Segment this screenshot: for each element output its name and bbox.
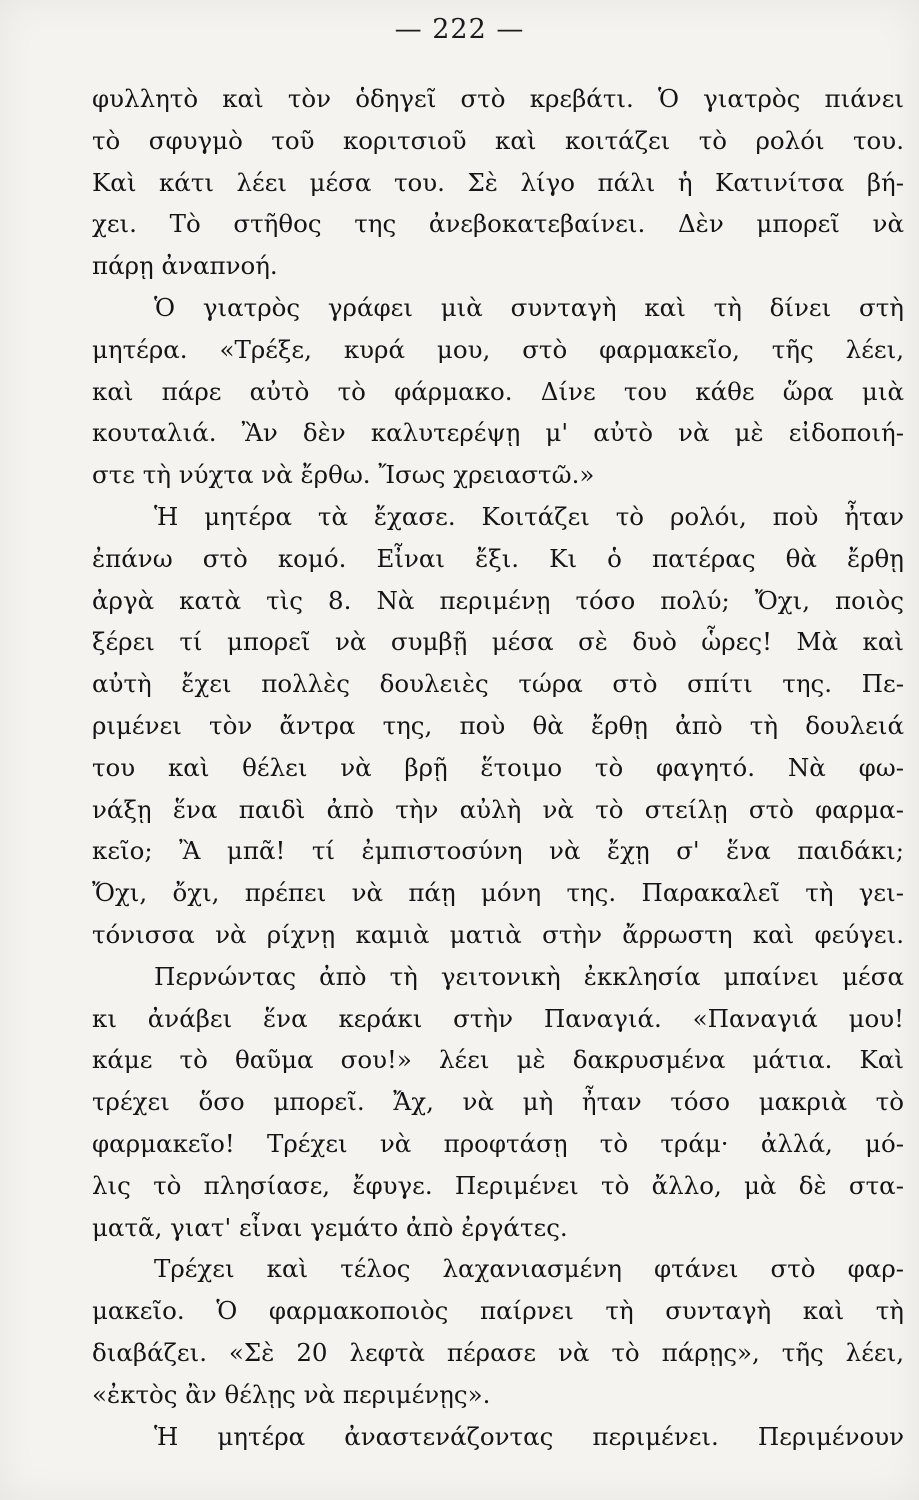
text-line: μακεῖο. Ὁ φαρμακοποιὸς παίρνει τὴ συνταγὴ καὶ τὴ: [92, 1296, 904, 1326]
text-line: στε τὴ νύχτα νὰ ἔρθω. Ἴσως χρειαστῶ.»: [92, 460, 595, 490]
text-line: διαβάζει. «Σὲ 20 λεφτὰ πέρασε νὰ τὸ πάρῃς», τῆς λέει,: [92, 1337, 904, 1367]
text-line: λις τὸ πλησίασε, ἔφυγε. Περιμένει τὸ ἄλλο, μὰ δὲ στα-: [92, 1170, 904, 1200]
text-line: Τρέχει καὶ τέλος λαχανιασμένη φτάνει στὸ φαρ-: [154, 1254, 904, 1284]
text-line: τρέχει ὅσο μπορεῖ. Ἄχ, νὰ μὴ ἦταν τόσο μακριὰ τὸ: [92, 1087, 904, 1117]
text-line: Καὶ κάτι λέει μέσα του. Σὲ λίγο πάλι ἡ Κατινίτσα βή-: [92, 167, 904, 197]
text-line: «ἐκτὸς ἂν θέλῃς νὰ περιμένῃς».: [92, 1379, 491, 1409]
text-line: του καὶ θέλει νὰ βρῇ ἕτοιμο τὸ φαγητό. Νὰ φω-: [92, 752, 904, 782]
text-line: κεῖο; Ἂ μπᾶ! τί ἐμπιστοσύνη νὰ ἔχῃ σ' ἕνα παιδάκι;: [92, 836, 904, 866]
text-line: ἐπάνω στὸ κομό. Εἶναι ἔξι. Κι ὁ πατέρας θὰ ἔρθῃ: [92, 543, 904, 573]
text-line: μητέρα. «Τρέξε, κυρά μου, στὸ φαρμακεῖο, τῆς λέει,: [92, 334, 904, 364]
text-line: νάξῃ ἕνα παιδὶ ἀπὸ τὴν αὐλὴ νὰ τὸ στείλῃ στὸ φαρμα-: [92, 794, 904, 824]
text-line: ριμένει τὸν ἄντρα της, ποὺ θὰ ἔρθῃ ἀπὸ τὴ δουλειά: [92, 710, 904, 740]
text-line: τόνισσα νὰ ρίχνῃ καμιὰ ματιὰ στὴν ἄρρωστη καὶ φεύγει.: [92, 919, 904, 949]
text-line: Περνώντας ἀπὸ τὴ γειτονικὴ ἐκκλησία μπαίνει μέσα: [154, 961, 904, 991]
text-line: πάρῃ ἀναπνοή.: [92, 251, 278, 281]
text-line: Ὄχι, ὄχι, πρέπει νὰ πάῃ μόνη της. Παρακαλεῖ τὴ γει-: [92, 878, 904, 908]
text-line: ξέρει τί μπορεῖ νὰ συμβῇ μέσα σὲ δυὸ ὧρες! Μὰ καὶ: [92, 627, 904, 657]
text-line: ἀργὰ κατὰ τὶς 8. Νὰ περιμένῃ τόσο πολύ; Ὄχι, ποιὸς: [92, 585, 904, 615]
text-line: Ἡ μητέρα ἀναστενάζοντας περιμένει. Περιμένουν: [154, 1421, 904, 1451]
text-line: φυλλητὸ καὶ τὸν ὁδηγεῖ στὸ κρεβάτι. Ὁ γιατρὸς πιάνει: [92, 84, 904, 113]
text-line: κάμε τὸ θαῦμα σου!» λέει μὲ δακρυσμένα μάτια. Καὶ: [92, 1045, 904, 1075]
text-line: καὶ πάρε αὐτὸ τὸ φάρμακο. Δίνε του κάθε ὥρα μιὰ: [92, 376, 904, 406]
text-line: χει. Τὸ στῆθος της ἀνεβοκατεβαίνει. Δὲν μπορεῖ νὰ: [92, 209, 904, 239]
page-number: — 222 —: [394, 14, 525, 45]
text-line: αὐτὴ ἔχει πολλὲς δουλειὲς τώρα στὸ σπίτι της. Πε-: [92, 669, 904, 699]
text-line: ματᾶ, γιατ' εἶναι γεμάτο ἀπὸ ἐργάτες.: [92, 1212, 568, 1242]
text-line: κουταλιά. Ἂν δὲν καλυτερέψῃ μ' αὐτὸ νὰ μὲ εἰδοποιή-: [92, 418, 904, 448]
text-line: Ὁ γιατρὸς γράφει μιὰ συνταγὴ καὶ τὴ δίνει στὴ: [154, 292, 904, 322]
text-line: κι ἀνάβει ἕνα κεράκι στὴν Παναγιά. «Παναγιά μου!: [92, 1003, 904, 1033]
text-line: φαρμακεῖο! Τρέχει νὰ προφτάσῃ τὸ τράμ· ἀλλά, μό-: [92, 1128, 904, 1158]
text-line: Ἡ μητέρα τὰ ἔχασε. Κοιτάζει τὸ ρολόι, ποὺ ἦταν: [154, 501, 904, 531]
page-body-text: [92, 78, 904, 1457]
text-line: τὸ σφυγμὸ τοῦ κοριτσιοῦ καὶ κοιτάζει τὸ ρολόι του.: [92, 125, 904, 155]
